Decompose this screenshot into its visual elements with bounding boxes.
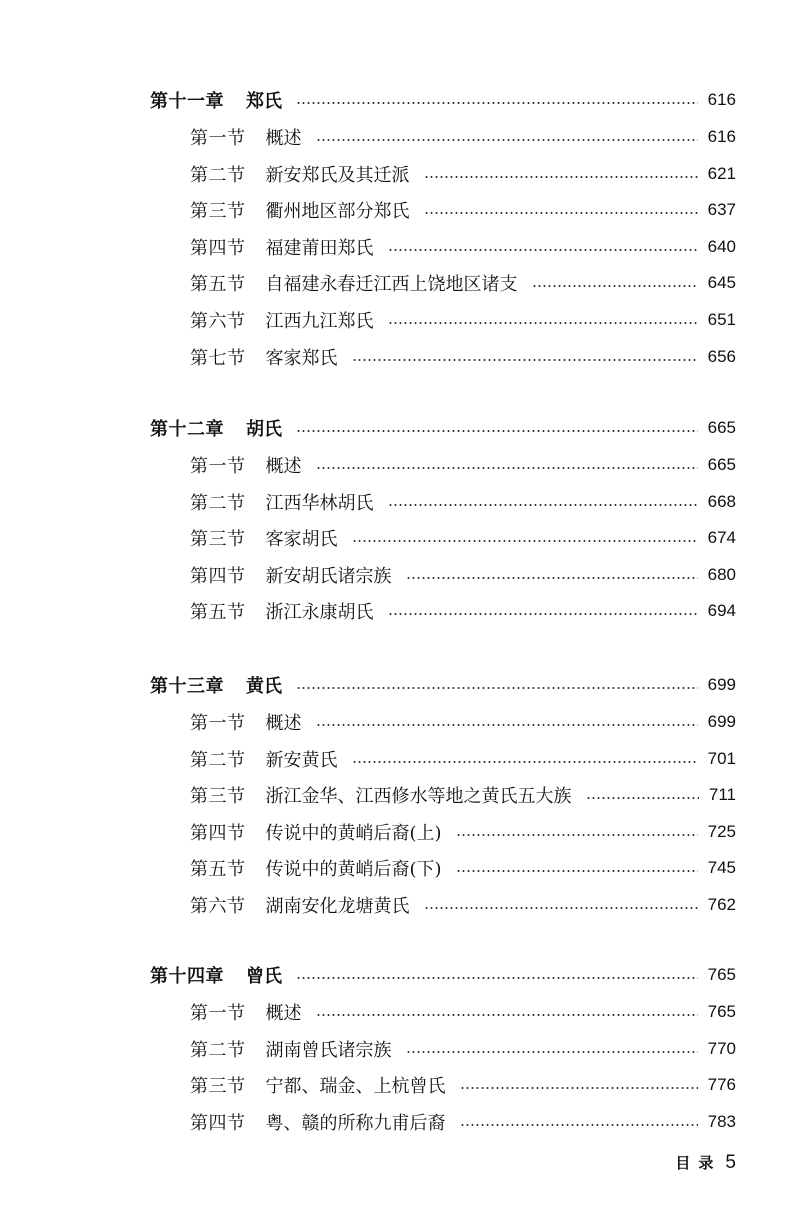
section-entry[interactable] bbox=[190, 1070, 736, 1100]
chapter-entry[interactable] bbox=[150, 413, 736, 443]
page-number: 674 bbox=[707, 528, 736, 547]
dot-leader bbox=[456, 870, 698, 872]
page-number: 770 bbox=[707, 1039, 736, 1058]
dot-leader bbox=[532, 285, 698, 287]
page-number: 616 bbox=[707, 127, 736, 146]
dot-leader bbox=[424, 907, 698, 909]
dot-leader bbox=[424, 176, 698, 178]
section-number: 第一节 bbox=[190, 456, 246, 477]
section-number: 第七节 bbox=[190, 348, 246, 369]
section-title: 传说中的黄峭后裔(上) bbox=[265, 823, 442, 844]
page-number: 668 bbox=[707, 492, 736, 511]
dot-leader bbox=[388, 504, 698, 506]
section-number: 第二节 bbox=[190, 1040, 246, 1061]
dot-leader bbox=[388, 322, 698, 324]
section-title: 江西华林胡氏 bbox=[265, 493, 374, 514]
section-number: 第四节 bbox=[190, 238, 246, 259]
chapter-title: 郑氏 bbox=[246, 91, 282, 112]
dot-leader bbox=[316, 1014, 698, 1016]
section-title: 概述 bbox=[265, 128, 302, 149]
footer-label: 目录 bbox=[675, 1154, 722, 1172]
page-number: 645 bbox=[707, 273, 736, 292]
section-entry[interactable] bbox=[190, 744, 736, 774]
section-number: 第三节 bbox=[190, 529, 246, 550]
section-number: 第三节 bbox=[190, 1076, 246, 1097]
chapter-title: 黄氏 bbox=[246, 676, 282, 697]
chapter-number: 第十三章 bbox=[150, 676, 224, 697]
section-entry[interactable] bbox=[190, 890, 736, 920]
section-entry[interactable] bbox=[190, 707, 736, 737]
section-number: 第三节 bbox=[190, 201, 246, 222]
section-entry[interactable] bbox=[190, 487, 736, 517]
page-number: 637 bbox=[707, 200, 736, 219]
page-number: 765 bbox=[707, 965, 736, 984]
section-entry[interactable] bbox=[190, 195, 736, 225]
section-number: 第五节 bbox=[190, 602, 246, 623]
section-entry[interactable] bbox=[190, 596, 736, 626]
section-title: 新安黄氏 bbox=[265, 750, 338, 771]
section-number: 第四节 bbox=[190, 1113, 246, 1134]
page-number: 725 bbox=[707, 822, 736, 841]
section-entry[interactable] bbox=[190, 997, 736, 1027]
section-title: 概述 bbox=[265, 713, 302, 734]
section-entry[interactable] bbox=[190, 232, 736, 262]
page-number: 783 bbox=[707, 1112, 736, 1131]
page-number: 651 bbox=[707, 310, 736, 329]
chapter-entry[interactable] bbox=[150, 85, 736, 115]
page-number: 616 bbox=[707, 90, 736, 109]
page-number: 694 bbox=[707, 601, 736, 620]
dot-leader bbox=[296, 977, 698, 979]
section-entry[interactable] bbox=[190, 523, 736, 553]
page-number: 665 bbox=[707, 418, 736, 437]
page-number: 5 bbox=[725, 1152, 736, 1173]
page-number: 665 bbox=[707, 455, 736, 474]
page-number: 776 bbox=[707, 1075, 736, 1094]
section-title: 客家胡氏 bbox=[265, 529, 338, 550]
section-entry[interactable] bbox=[190, 342, 736, 372]
dot-leader bbox=[296, 430, 698, 432]
dot-leader bbox=[388, 249, 698, 251]
dot-leader bbox=[406, 1051, 698, 1053]
chapter-number: 第十一章 bbox=[150, 91, 224, 112]
section-entry[interactable] bbox=[190, 159, 736, 189]
section-title: 福建莆田郑氏 bbox=[265, 238, 374, 259]
page-number: 765 bbox=[707, 1002, 736, 1021]
page-number: 699 bbox=[707, 675, 736, 694]
chapter-number: 第十四章 bbox=[150, 966, 224, 987]
section-number: 第四节 bbox=[190, 566, 246, 587]
page-number: 762 bbox=[707, 895, 736, 914]
page-number: 621 bbox=[707, 164, 736, 183]
section-number: 第六节 bbox=[190, 311, 246, 332]
section-title: 概述 bbox=[265, 456, 302, 477]
page-number: 711 bbox=[708, 785, 736, 804]
section-number: 第四节 bbox=[190, 823, 246, 844]
section-number: 第一节 bbox=[190, 713, 246, 734]
section-title: 自福建永春迁江西上饶地区诸支 bbox=[265, 274, 518, 295]
section-number: 第二节 bbox=[190, 493, 246, 514]
dot-leader bbox=[406, 577, 698, 579]
chapter-entry[interactable] bbox=[150, 960, 736, 990]
section-number: 第二节 bbox=[190, 165, 246, 186]
dot-leader bbox=[388, 613, 698, 615]
section-title: 客家郑氏 bbox=[265, 348, 338, 369]
page-number: 699 bbox=[707, 712, 736, 731]
section-title: 浙江金华、江西修水等地之黄氏五大族 bbox=[265, 786, 572, 807]
section-entry[interactable] bbox=[190, 122, 736, 152]
dot-leader bbox=[352, 359, 698, 361]
section-entry[interactable] bbox=[190, 780, 736, 810]
section-entry[interactable] bbox=[190, 305, 736, 335]
section-entry[interactable] bbox=[190, 817, 736, 847]
section-number: 第二节 bbox=[190, 750, 246, 771]
dot-leader bbox=[460, 1124, 698, 1126]
section-entry[interactable] bbox=[190, 268, 736, 298]
section-title: 粤、赣的所称九甫后裔 bbox=[265, 1113, 446, 1134]
chapter-number: 第十二章 bbox=[150, 419, 224, 440]
chapter-entry[interactable] bbox=[150, 670, 736, 700]
section-number: 第一节 bbox=[190, 1003, 246, 1024]
section-number: 第五节 bbox=[190, 274, 246, 295]
section-entry[interactable] bbox=[190, 1034, 736, 1064]
section-title: 浙江永康胡氏 bbox=[265, 602, 374, 623]
section-title: 新安胡氏诸宗族 bbox=[265, 566, 392, 587]
dot-leader bbox=[460, 1087, 698, 1089]
section-title: 湖南安化龙塘黄氏 bbox=[265, 896, 410, 917]
section-title: 衢州地区部分郑氏 bbox=[265, 201, 410, 222]
page-number: 745 bbox=[707, 858, 736, 877]
dot-leader bbox=[296, 687, 698, 689]
page-number: 701 bbox=[707, 749, 736, 768]
section-entry[interactable] bbox=[190, 853, 736, 883]
dot-leader bbox=[352, 761, 698, 763]
section-entry[interactable] bbox=[190, 560, 736, 590]
dot-leader bbox=[586, 797, 699, 799]
section-title: 宁都、瑞金、上杭曾氏 bbox=[265, 1076, 446, 1097]
dot-leader bbox=[424, 212, 698, 214]
section-title: 传说中的黄峭后裔(下) bbox=[265, 859, 442, 880]
section-number: 第五节 bbox=[190, 859, 246, 880]
dot-leader bbox=[316, 724, 698, 726]
section-entry[interactable] bbox=[190, 1107, 736, 1137]
dot-leader bbox=[316, 467, 698, 469]
section-title: 概述 bbox=[265, 1003, 302, 1024]
dot-leader bbox=[352, 540, 698, 542]
section-title: 湖南曾氏诸宗族 bbox=[265, 1040, 392, 1061]
section-number: 第三节 bbox=[190, 786, 246, 807]
dot-leader bbox=[456, 834, 698, 836]
chapter-title: 曾氏 bbox=[246, 966, 282, 987]
chapter-title: 胡氏 bbox=[246, 419, 282, 440]
dot-leader bbox=[296, 102, 698, 104]
page-footer bbox=[675, 1152, 736, 1178]
page-number: 680 bbox=[707, 565, 736, 584]
page-number: 656 bbox=[707, 347, 736, 366]
dot-leader bbox=[316, 139, 698, 141]
section-number: 第一节 bbox=[190, 128, 246, 149]
section-title: 江西九江郑氏 bbox=[265, 311, 374, 332]
section-title: 新安郑氏及其迁派 bbox=[265, 165, 410, 186]
section-number: 第六节 bbox=[190, 896, 246, 917]
section-entry[interactable] bbox=[190, 450, 736, 480]
page-number: 640 bbox=[707, 237, 736, 256]
